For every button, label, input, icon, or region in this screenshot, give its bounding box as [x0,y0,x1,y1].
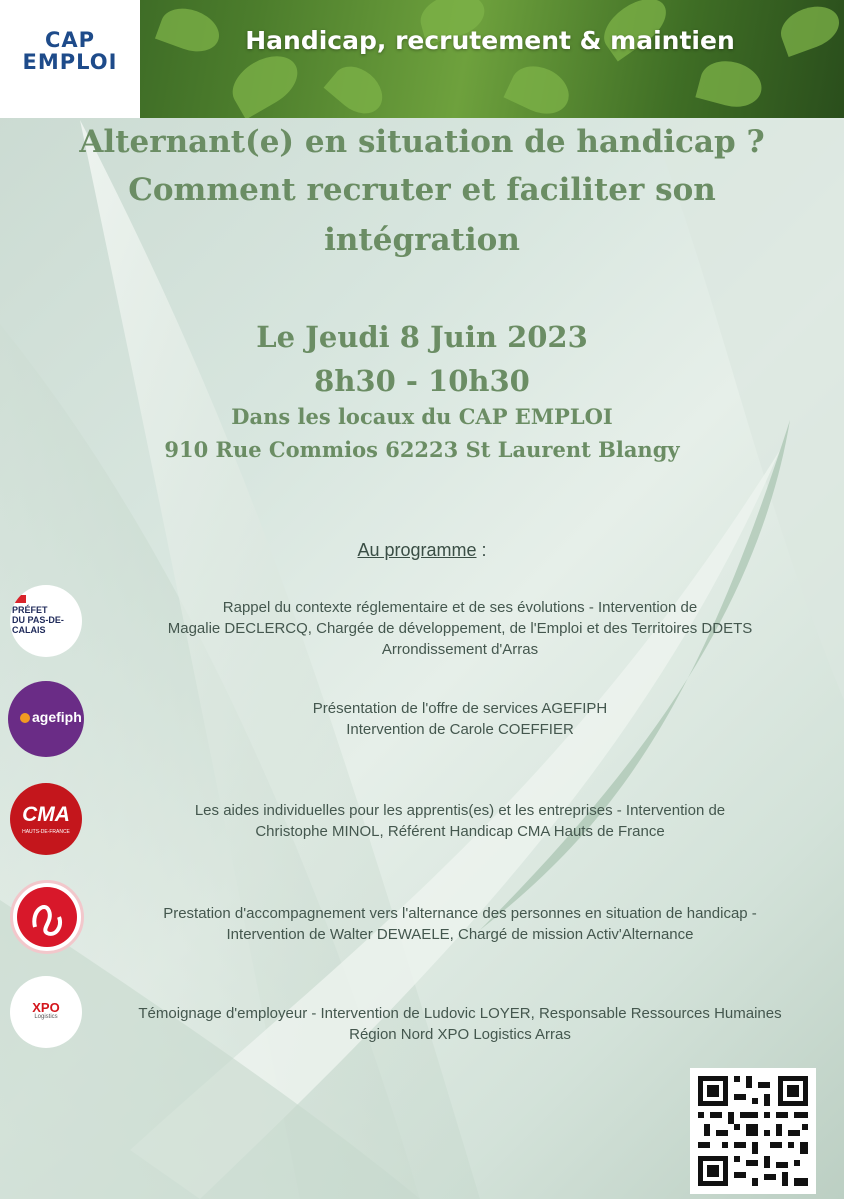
event-address: 910 Rue Commios 62223 St Laurent Blangy [164,437,680,462]
cap-emploi-logo [0,0,140,118]
program-heading-text: Au programme [357,540,477,560]
xpo-logo-text: XPO [32,1000,60,1015]
prefet-logo [10,585,82,657]
program-item [100,800,820,842]
cma-logo-text: CMA [22,803,70,826]
program-item-line: Les aides individuelles pour les apprentis(es) et les entreprises - Intervention de [194,802,726,819]
program-item-line: Magalie DECLERCQ, Chargée de développement, de l'Emploi et des Territoires DDETS [167,620,753,637]
program-item-line: Arrondissement d'Arras [381,641,539,658]
cma-logo [10,783,82,855]
agefiph-logo-text: agefiph [32,709,82,725]
qr-code-icon [690,1068,816,1194]
cma-logo-subtext: HAUTS-DE-FRANCE [22,829,70,835]
program-item-line: Présentation de l'offre de services AGEFIPH [312,700,608,717]
program-item-line: Intervention de Carole COEFFIER [346,721,574,738]
agefiph-dot-icon [20,713,30,723]
program-item [100,1003,820,1045]
agefiph-logo [8,681,84,757]
program-item [100,597,820,660]
event-place: Dans les locaux du CAP EMPLOI [231,404,613,429]
prefet-logo-text [12,605,82,635]
activ-knot-icon [13,883,81,951]
prefet-logo-line-2: DU PAS-DE-CALAIS [12,615,64,635]
xpo-logo-subtext: Logistics [34,1014,58,1020]
program-heading [0,540,844,561]
program-item [100,903,820,945]
prefet-logo-line-1: PRÉFET [12,605,48,615]
xpo-logo [10,976,82,1048]
logo-text-cap: CAP [44,28,96,52]
program-item-line: Région Nord XPO Logistics Arras [349,1026,571,1043]
title-line-2: Comment recruter et faciliter son [128,172,716,208]
logo-text-emploi: EMPLOI [22,50,118,74]
program-item-line: Intervention de Walter DEWAELE, Chargé de mission Activ'Alternance [226,926,694,943]
program-item-line: Prestation d'accompagnement vers l'alternance des personnes en situation de handicap - [163,905,757,922]
title-line-3: intégration [324,222,520,258]
program-item-line: Christophe MINOL, Référent Handicap CMA Hauts de France [255,823,665,840]
event-time: 8h30 - 10h30 [314,364,530,398]
program-item-line: Témoignage d'employeur - Intervention de Ludovic LOYER, Responsable Ressources Humaines [138,1005,782,1022]
header-banner [0,0,844,118]
program-heading-colon: : [476,540,487,560]
title-line-1: Alternant(e) en situation de handicap ? [79,124,765,160]
activ-alternance-logo [10,880,84,954]
marianne-icon [14,595,26,603]
header-tagline: Handicap, recrutement & maintien [245,26,735,55]
qr-code[interactable] [690,1068,816,1194]
event-date: Le Jeudi 8 Juin 2023 [256,320,588,354]
program-item-line: Rappel du contexte réglementaire et de ses évolutions - Intervention de [222,599,698,616]
program-item [100,698,820,740]
